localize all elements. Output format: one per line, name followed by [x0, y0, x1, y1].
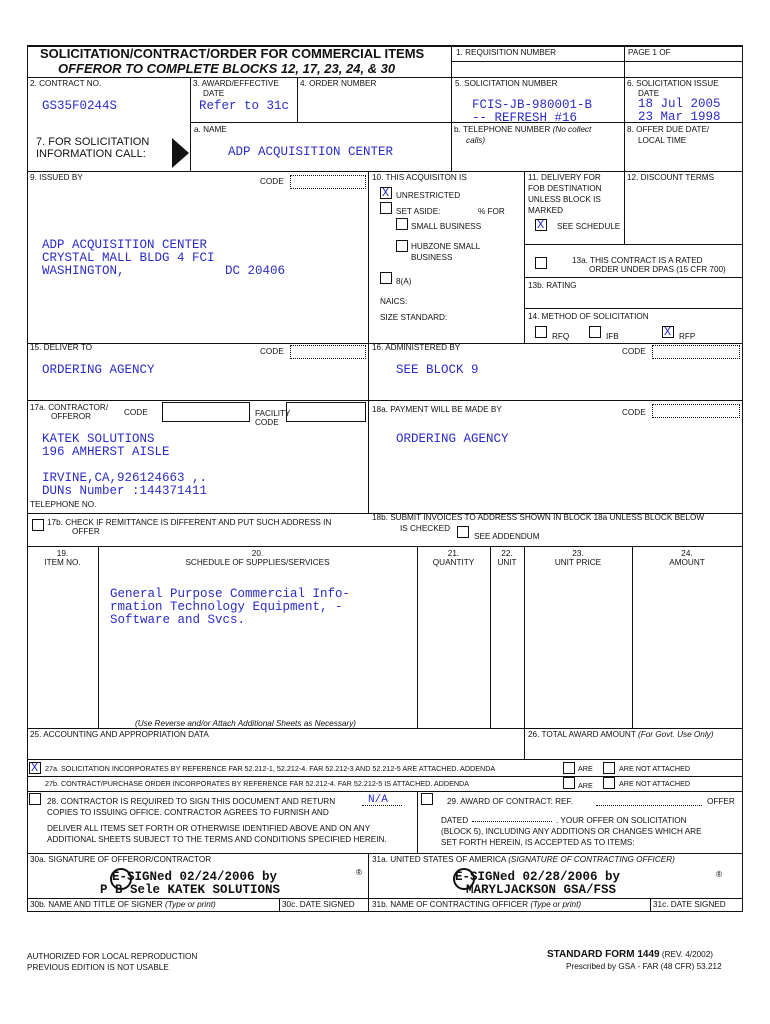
unrestricted-check-mark: X	[382, 186, 390, 200]
see-addendum-label: SEE ADDENDUM	[474, 532, 540, 541]
acquisition-label: 10. THIS ACQUISITON IS	[372, 173, 467, 182]
col-amount: AMOUNT	[669, 558, 705, 567]
solicitation-info-call-label-2: INFORMATION CALL:	[36, 148, 146, 160]
issued-by-label: 9. ISSUED BY	[30, 173, 83, 182]
contractor-label: 17a. CONTRACTOR/	[30, 403, 109, 412]
remittance-label: 17b. CHECK IF REMITTANCE IS DIFFERENT AND PUT SUCH ADDRESS IN	[47, 518, 332, 527]
col-schedule: SCHEDULE OF SUPPLIES/SERVICES	[185, 558, 330, 567]
telephone-no-label: TELEPHONE NO.	[30, 500, 97, 509]
schedule-desc-line2[interactable]: rmation Technology Equipment, -	[110, 600, 343, 614]
ifb-label: IFB	[606, 332, 619, 341]
remittance-label-2: OFFER	[72, 527, 100, 536]
28-label-line4: ADDITIONAL SHEETS SUBJECT TO THE TERMS AND CONDITIONS SPECIFIED HEREIN.	[47, 835, 387, 844]
col-unit-price: UNIT PRICE	[554, 558, 602, 567]
contractor-line1[interactable]: KATEK SOLUTIONS	[42, 432, 155, 446]
deliver-to-value[interactable]: ORDERING AGENCY	[42, 363, 155, 377]
footer-standard-form: STANDARD FORM 1449 (REV. 4/2002)	[547, 949, 714, 960]
contractor-code-label: CODE	[124, 408, 148, 417]
size-standard-label: SIZE STANDARD:	[380, 313, 448, 322]
setaside-label: SET ASIDE:	[396, 207, 441, 216]
29-label-line2: . YOUR OFFER ON SOLICITATION	[556, 816, 687, 825]
28-label-line2: COPIES TO ISSUING OFFICE. CONTRACTOR AGREES TO FURNISH AND	[47, 808, 329, 817]
requisition-number-label: 1. REQUISITION NUMBER	[456, 48, 557, 57]
invoice-label: 18b. SUBMIT INVOICES TO ADDRESS SHOWN IN BLOCK 18a UNLESS BLOCK BELOW	[372, 513, 705, 522]
officer-date-signed-label: 31c. DATE SIGNED	[653, 900, 726, 909]
issue-date-value-2[interactable]: 23 Mar 1998	[638, 110, 721, 124]
order-number-label: 4. ORDER NUMBER	[300, 79, 377, 88]
rated-order-checkbox[interactable]	[535, 257, 547, 269]
offeror-date-signed-label: 30c. DATE SIGNED	[282, 900, 355, 909]
27a-check-mark: X	[31, 761, 39, 775]
29-label-line3: (BLOCK 5), INCLUDING ANY ADDITIONS OR CHANGES WHICH ARE	[441, 827, 702, 836]
method-label: 14. METHOD OF SOLICITATION	[528, 312, 649, 321]
invoice-label-2: IS CHECKED	[400, 524, 451, 533]
offeror-signer-value[interactable]: P B Sele KATEK SOLUTIONS	[100, 883, 281, 897]
name-label: a. NAME	[194, 125, 227, 134]
remittance-checkbox[interactable]	[32, 519, 44, 531]
naics-label: NAICS:	[380, 297, 408, 306]
col-item-no-num: 19.	[56, 549, 69, 558]
27b-label: 27b. CONTRACT/PURCHASE ORDER INCORPORATES BY REFERENCE FAR 52.212-4. FAR 52.212-5 IS ATTACHED. ADDENDA	[45, 779, 470, 788]
rated-order-label-2: ORDER UNDER DPAS (15 CFR 700)	[589, 265, 726, 274]
delivery-label-2: FOB DESTINATION	[528, 184, 602, 193]
facility-code-label-2: CODE	[255, 418, 279, 427]
award-date-label: 3. AWARD/EFFECTIVE	[193, 79, 279, 88]
27b-arenot-label: ARE NOT ATTACHED	[619, 779, 691, 788]
signer-name-label: 30b. NAME AND TITLE OF SIGNER (Type or print)	[30, 900, 216, 909]
solicitation-issue-label: 6. SOLICITATION ISSUE	[627, 79, 719, 88]
see-schedule-label: SEE SCHEDULE	[557, 222, 621, 231]
payment-code-label: CODE	[622, 408, 646, 417]
col-unit: UNIT	[497, 558, 517, 567]
hubzone-label-2: BUSINESS	[411, 253, 453, 262]
small-business-checkbox[interactable]	[396, 218, 408, 230]
solicitation-number-label: 5. SOLICITATION NUMBER	[455, 79, 558, 88]
27a-are-label: ARE	[578, 764, 593, 773]
issue-date-value[interactable]: 18 Jul 2005	[638, 97, 721, 111]
contractor-line4[interactable]: DUNs Number :144371411	[42, 484, 208, 498]
28-label-line3: DELIVER ALL ITEMS SET FORTH OR OTHERWISE IDENTIFIED ABOVE AND ON ANY	[47, 824, 371, 833]
rfp-label: RFP	[679, 332, 696, 341]
issued-by-line3[interactable]: WASHINGTON,	[42, 264, 125, 278]
delivery-label-4: MARKED	[528, 206, 564, 215]
col-quantity-num: 21.	[447, 549, 460, 558]
offer-due-label-2: LOCAL TIME	[638, 136, 687, 145]
footer-authorized: AUTHORIZED FOR LOCAL REPRODUCTION	[27, 952, 198, 961]
hubzone-checkbox[interactable]	[396, 240, 408, 252]
29-checkbox[interactable]	[421, 793, 433, 805]
27a-label: 27a. SOLICITATION INCORPORATES BY REFERENCE FAR 52.212-1, 52.212-4. FAR 52.212-3 AND 52.212-5 ARE ATTACHED. ADDENDA	[45, 764, 496, 773]
29-label-line1: 29. AWARD OF CONTRACT: REF.	[447, 797, 573, 806]
officer-signature-value[interactable]: E-SIGNed 02/28/2006 by	[455, 870, 621, 884]
29-dated-label: DATED	[441, 816, 469, 825]
footer-previous-edition: PREVIOUS EDITION IS NOT USABLE	[27, 963, 169, 972]
contractor-label-2: OFFEROR	[51, 412, 92, 421]
delivery-label: 11. DELIVERY FOR	[528, 173, 601, 182]
unrestricted-label: UNRESTRICTED	[396, 191, 461, 200]
issued-by-line3-zip[interactable]: DC 20406	[225, 264, 286, 278]
contract-no-value[interactable]: GS35F0244S	[42, 99, 118, 113]
registered-mark-31: ®	[716, 870, 723, 879]
registered-mark-30: ®	[356, 868, 363, 877]
29-label-line4: SET FORTH HEREIN, IS ACCEPTED AS TO ITEMS:	[441, 838, 635, 847]
8a-label: 8(A)	[396, 277, 412, 286]
solicitation-issue-label-2: DATE	[638, 89, 660, 98]
footer-prescribed: Prescribed by GSA - FAR (48 CFR) 53.212	[566, 962, 722, 971]
us-signature-label: 31a. UNITED STATES OF AMERICA (SIGNATURE OF CONTRACTING OFFICER)	[372, 855, 675, 864]
rfq-label: RFQ	[552, 332, 570, 341]
setaside-checkbox[interactable]	[380, 202, 392, 214]
accounting-label: 25. ACCOUNTING AND APPROPRIATION DATA	[30, 730, 209, 739]
col-schedule-num: 20.	[251, 549, 264, 558]
solicitation-number-value[interactable]: FCIS-JB-980001-B	[472, 98, 593, 112]
schedule-desc-line3[interactable]: Software and Svcs.	[110, 613, 246, 627]
telephone-label-2: calls)	[466, 136, 486, 145]
27a-arenot-checkbox[interactable]	[603, 762, 615, 774]
copies-value[interactable]: N/A	[368, 794, 388, 806]
solicitation-info-call-label: 7. FOR SOLICITATION	[36, 136, 150, 148]
issued-code-label: CODE	[260, 177, 284, 186]
percent-for-label: % FOR	[478, 207, 505, 216]
rfq-checkbox[interactable]	[535, 326, 547, 338]
solicitation-number-value-2[interactable]: -- REFRESH #16	[472, 111, 578, 125]
officer-signer-value[interactable]: MARYLJACKSON GSA/FSS	[466, 883, 617, 897]
see-addendum-checkbox[interactable]	[457, 526, 469, 538]
form-subtitle: OFFEROR TO COMPLETE BLOCKS 12, 17, 23, 24, & 30	[58, 61, 396, 76]
ifb-checkbox[interactable]	[589, 326, 601, 338]
contractor-line2[interactable]: 196 AMHERST AISLE	[42, 445, 170, 459]
col-unit-num: 22.	[501, 549, 513, 558]
28-label-line1: 28. CONTRACTOR IS REQUIRED TO SIGN THIS DOCUMENT AND RETURN	[47, 797, 336, 806]
form-title: SOLICITATION/CONTRACT/ORDER FOR COMMERCIAL ITEMS	[40, 46, 425, 61]
see-schedule-check-mark: X	[537, 218, 545, 232]
8a-checkbox[interactable]	[380, 272, 392, 284]
29-offer-label: OFFER	[707, 797, 735, 806]
offeror-signature-label: 30a. SIGNATURE OF OFFEROR/CONTRACTOR	[30, 855, 212, 864]
rfp-check-mark: X	[664, 325, 672, 339]
28-checkbox[interactable]	[29, 793, 41, 805]
col-amount-num: 24.	[681, 549, 693, 558]
issued-by-line1[interactable]: ADP ACQUISITION CENTER	[42, 238, 208, 252]
payment-label: 18a. PAYMENT WILL BE MADE BY	[372, 405, 502, 414]
col-unit-price-num: 23.	[572, 549, 584, 558]
hubzone-label: HUBZONE SMALL	[411, 242, 481, 251]
administered-by-label: 16. ADMINISTERED BY	[372, 343, 461, 352]
27a-are-checkbox[interactable]	[563, 762, 575, 774]
offeror-signature-value[interactable]: E-SIGNed 02/24/2006 by	[112, 870, 278, 884]
award-date-label-2: DATE	[203, 89, 225, 98]
delivery-label-3: UNLESS BLOCK IS	[528, 195, 601, 204]
schedule-desc-line1[interactable]: General Purpose Commercial Info-	[110, 587, 351, 601]
payment-value[interactable]: ORDERING AGENCY	[396, 432, 509, 446]
small-business-label: SMALL BUSINESS	[411, 222, 482, 231]
telephone-label: b. TELEPHONE NUMBER (No collect	[454, 125, 592, 134]
page-label: PAGE 1 OF	[628, 48, 671, 57]
arrow-right-icon	[172, 138, 189, 168]
rated-order-label: 13a. THIS CONTRACT IS A RATED	[572, 256, 703, 265]
discount-terms-label: 12. DISCOUNT TERMS	[627, 173, 715, 182]
deliver-to-label: 15. DELIVER TO	[30, 343, 93, 352]
contract-no-label: 2. CONTRACT NO.	[30, 79, 102, 88]
27a-arenot-label: ARE NOT ATTACHED	[619, 764, 691, 773]
contractor-line3[interactable]: IRVINE,CA,926124663 ,.	[42, 471, 208, 485]
administered-code-label: CODE	[622, 347, 646, 356]
col-quantity: QUANTITY	[432, 558, 475, 567]
27b-arenot-checkbox[interactable]	[603, 777, 615, 789]
27b-are-label: ARE	[578, 781, 593, 790]
officer-name-label: 31b. NAME OF CONTRACTING OFFICER (Type or print)	[372, 900, 582, 909]
schedule-note: (Use Reverse and/or Attach Additional Sheets as Necessary)	[135, 719, 357, 728]
offer-due-label: 8. OFFER DUE DATE/	[627, 125, 710, 134]
facility-code-label: FACILITY	[255, 409, 291, 418]
administered-by-value[interactable]: SEE BLOCK 9	[396, 363, 479, 377]
27b-are-checkbox[interactable]	[563, 777, 575, 789]
contact-name-value[interactable]: ADP ACQUISITION CENTER	[228, 145, 394, 159]
deliver-to-code-label: CODE	[260, 347, 284, 356]
total-award-label: 26. TOTAL AWARD AMOUNT (For Govt. Use Only)	[528, 730, 714, 739]
rating-label: 13b. RATING	[528, 281, 577, 290]
issued-by-line2[interactable]: CRYSTAL MALL BLDG 4 FCI	[42, 251, 215, 265]
award-date-value[interactable]: Refer to 31c	[199, 99, 290, 113]
col-item-no: ITEM NO.	[44, 558, 81, 567]
